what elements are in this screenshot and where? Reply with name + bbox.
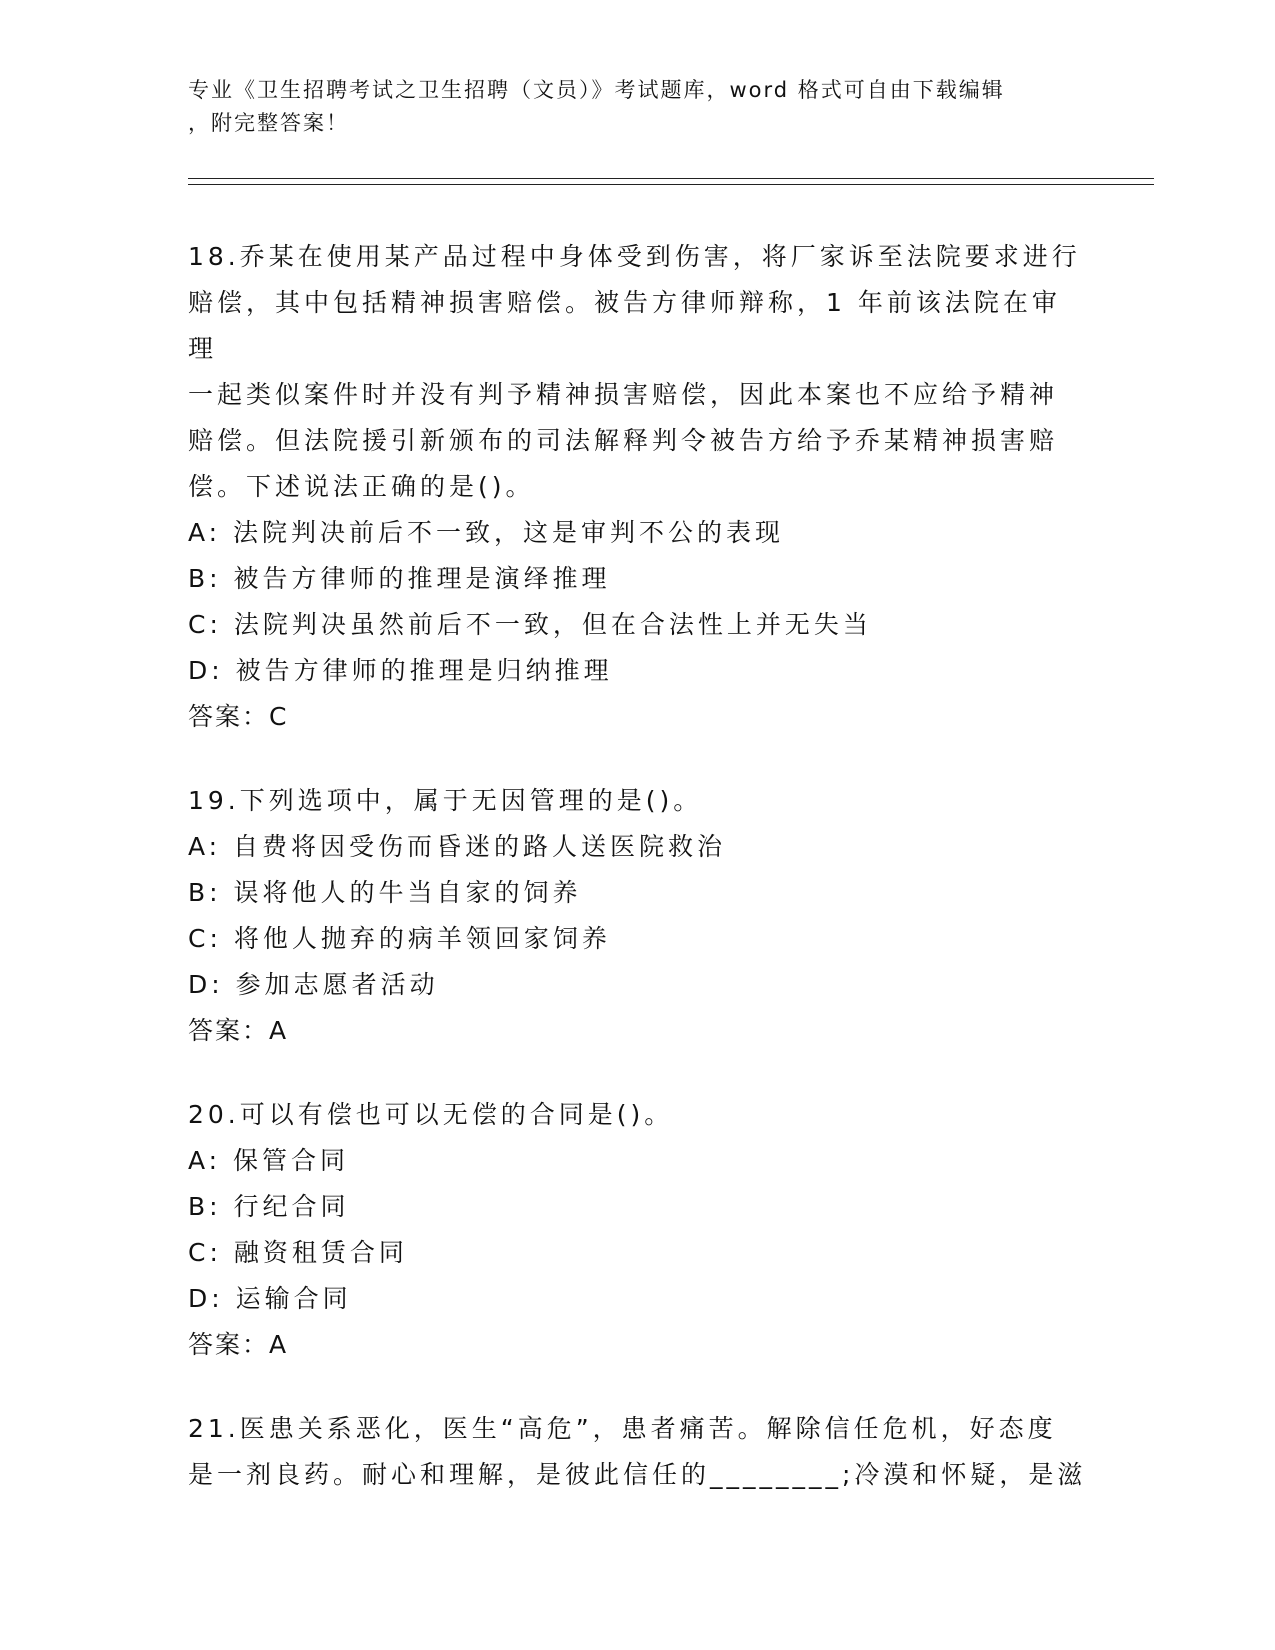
option-b: B: 行纪合同 <box>188 1192 350 1221</box>
header-rule-top <box>188 178 1154 179</box>
question-list <box>188 234 1088 1536</box>
option-d: D: 运输合同 <box>188 1284 352 1313</box>
header-line-1: 专业《卫生招聘考试之卫生招聘（文员）》考试题库，word 格式可自由下载编辑 <box>188 78 1005 102</box>
option-c: C: 法院判决虽然前后不一致，但在合法性上并无失当 <box>188 610 872 639</box>
question-text-line: 19.下列选项中，属于无因管理的是()。 <box>188 786 703 815</box>
question-20 <box>188 1092 1088 1368</box>
answer: 答案：A <box>188 1016 289 1045</box>
question-18 <box>188 234 1088 740</box>
option-d: D: 被告方律师的推理是归纳推理 <box>188 656 613 685</box>
question-text-line: 偿。下述说法正确的是()。 <box>188 472 535 501</box>
question-19 <box>188 778 1088 1054</box>
option-a: A: 自费将因受伤而昏迷的路人送医院救治 <box>188 832 727 861</box>
option-b: B: 被告方律师的推理是演绎推理 <box>188 564 611 593</box>
answer: 答案：A <box>188 1330 289 1359</box>
question-text-line: 赔偿。但法院援引新颁布的司法解释判令被告方给予乔某精神损害赔 <box>188 426 1059 455</box>
answer: 答案：C <box>188 702 289 731</box>
question-text-line: 是一剂良药。耐心和理解，是彼此信任的________;冷漠和怀疑，是滋 <box>188 1460 1087 1489</box>
option-a: A: 法院判决前后不一致，这是审判不公的表现 <box>188 518 785 547</box>
question-21 <box>188 1406 1088 1498</box>
page-header <box>188 74 1068 140</box>
option-c: C: 将他人抛弃的病羊领回家饲养 <box>188 924 611 953</box>
option-d: D: 参加志愿者活动 <box>188 970 439 999</box>
option-b: B: 误将他人的牛当自家的饲养 <box>188 878 582 907</box>
question-text-line: 一起类似案件时并没有判予精神损害赔偿，因此本案也不应给予精神 <box>188 380 1059 409</box>
option-a: A: 保管合同 <box>188 1146 350 1175</box>
question-text-line: 赔偿，其中包括精神损害赔偿。被告方律师辩称，1 年前该法院在审理 <box>188 288 1061 363</box>
header-rule-bottom <box>188 184 1154 185</box>
question-text-line: 18.乔某在使用某产品过程中身体受到伤害，将厂家诉至法院要求进行 <box>188 242 1081 271</box>
header-line-2: ，附完整答案！ <box>188 111 349 135</box>
question-text-line: 21.医患关系恶化，医生“高危”，患者痛苦。解除信任危机，好态度 <box>188 1414 1057 1443</box>
question-text-line: 20.可以有偿也可以无偿的合同是()。 <box>188 1100 674 1129</box>
option-c: C: 融资租赁合同 <box>188 1238 408 1267</box>
